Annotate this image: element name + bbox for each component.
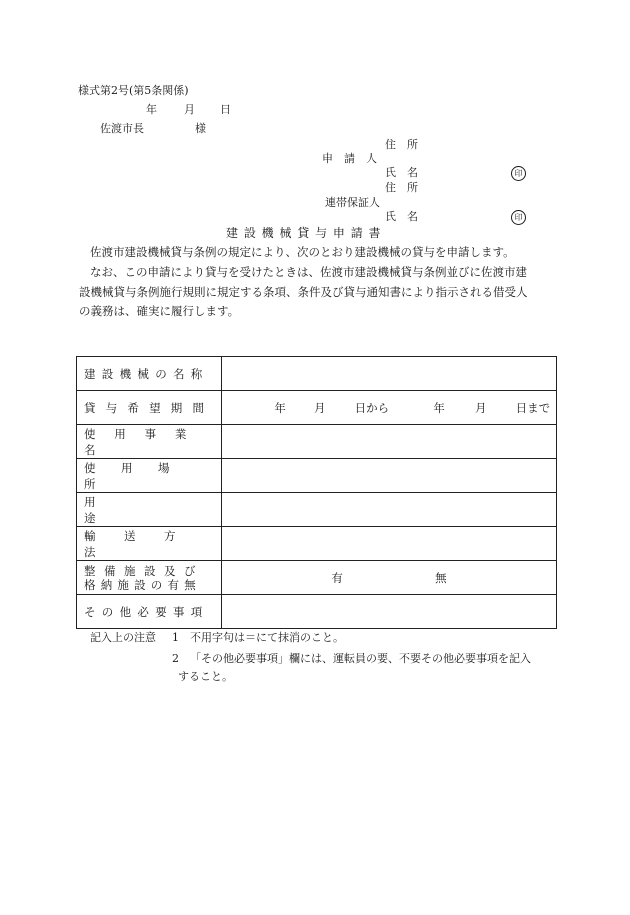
guarantor-role: 連帯保証人 (325, 196, 380, 209)
facilities-no[interactable]: 無 (435, 570, 447, 585)
row-label-purpose (77, 493, 222, 527)
table-row (77, 425, 557, 459)
facilities-yes[interactable]: 有 (331, 570, 343, 585)
transport-field[interactable] (222, 527, 557, 561)
label-chars: 貸与希望期間 (84, 400, 215, 415)
form-number: 様式第2号(第5条関係) (78, 84, 189, 97)
period-field[interactable] (222, 391, 557, 425)
row-label-period (77, 391, 222, 425)
label-chars: 輸送方法 (84, 528, 204, 559)
table-row (77, 595, 557, 629)
row-label-machine-name (77, 357, 222, 391)
document-title: 建 設 機 械 貸 与 申 請 書 (226, 226, 382, 240)
facilities-field[interactable] (222, 561, 557, 595)
table-row (77, 357, 557, 391)
applicant-seal-icon: 印 (511, 166, 526, 181)
body-paragraph-2-line-3: の義務は、確実に履行します。 (79, 304, 240, 318)
row-label-other (77, 595, 222, 629)
body-paragraph-2-line-2: 設機械貸与条例施行規則に規定する条項、条件及び貸与通知書により指示される借受人 (79, 285, 528, 299)
row-label-facilities (77, 561, 222, 595)
note-2-text-line-1: 「その他必要事項」欄には、運転員の要、不要その他必要事項を記入 (190, 652, 531, 665)
period-from-day: 日から (354, 400, 390, 415)
table-row (77, 527, 557, 561)
table-row (77, 459, 557, 493)
date-year-label: 年 (146, 103, 157, 116)
body-paragraph-1: 佐渡市建設機械貸与条例の規定により、次のとおり建設機械の貸与を申請します。 (90, 245, 515, 259)
note-2-number: 2 (172, 652, 179, 665)
period-from-month: 月 (314, 400, 326, 415)
note-2-text-line-2: すること。 (178, 670, 233, 683)
label-chars: 建設機械の名称 (84, 366, 209, 381)
purpose-field[interactable] (222, 493, 557, 527)
label-chars: 用途 (84, 494, 191, 525)
table-row (77, 493, 557, 527)
location-field[interactable] (222, 459, 557, 493)
row-label-transport (77, 527, 222, 561)
other-field[interactable] (222, 595, 557, 629)
period-from-year: 年 (274, 400, 286, 415)
label-text (84, 366, 215, 382)
project-name-field[interactable] (222, 425, 557, 459)
notes-heading: 記入上の注意 (90, 631, 156, 644)
addressee-name: 佐渡市長 (100, 122, 144, 135)
guarantor-address-label: 住 所 (385, 181, 418, 194)
label-chars: 使用事業名 (84, 426, 206, 457)
label-line-1: 整備施設及び (84, 563, 204, 578)
application-table (76, 356, 557, 629)
table-row (77, 561, 557, 595)
applicant-address-label: 住 所 (385, 138, 418, 151)
addressee-honorific: 様 (195, 122, 206, 135)
row-label-location (77, 459, 222, 493)
note-1-number: 1 (172, 631, 179, 644)
applicant-role: 申 請 人 (322, 152, 377, 165)
date-day-label: 日 (220, 103, 231, 116)
machine-name-field[interactable] (222, 357, 557, 391)
period-to-year: 年 (433, 400, 445, 415)
period-to-month: 月 (474, 400, 487, 415)
period-to-day: 日まで (515, 400, 551, 415)
guarantor-seal-icon: 印 (511, 210, 526, 225)
note-1-text: 不用字句は＝にて抹消のこと。 (190, 631, 344, 644)
body-paragraph-2-line-1: なお、この申請により貸与を受けたときは、佐渡市建設機械貸与条例並びに佐渡市建 (90, 265, 527, 279)
label-chars: 使用場所 (84, 460, 195, 491)
applicant-name-label: 氏 名 (385, 166, 418, 179)
row-label-project-name (77, 425, 222, 459)
table-row (77, 391, 557, 425)
guarantor-name-label: 氏 名 (385, 210, 418, 223)
label-line-2: 格納施設の有無 (84, 577, 201, 592)
label-chars: その他必要事項 (84, 604, 209, 619)
date-month-label: 月 (184, 103, 195, 116)
